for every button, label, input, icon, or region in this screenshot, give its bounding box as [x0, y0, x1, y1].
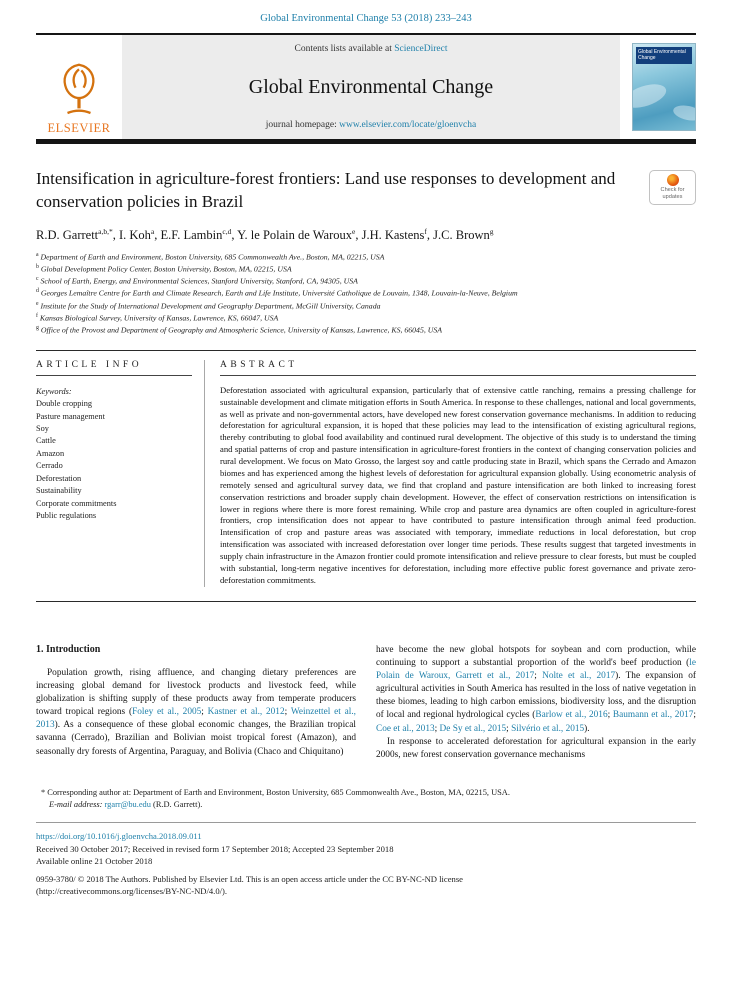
crossmark-icon — [667, 174, 679, 186]
article-info-abstract-section — [36, 350, 696, 602]
journal-cover-box — [620, 35, 696, 139]
citation-link[interactable]: Baumann et al., 2017 — [612, 710, 694, 721]
author-affil-sup: e — [351, 226, 356, 236]
citation-link[interactable]: Foley et al., 2005 — [132, 707, 202, 718]
elsevier-wordmark: ELSEVIER — [47, 121, 111, 135]
keyword: Public regulations — [36, 511, 97, 521]
introduction-section — [36, 644, 696, 763]
affiliation: $^b$ Global Development Policy Center, Boston University, Boston, MA, 02215, USA — [36, 264, 292, 274]
elsevier-logo — [36, 35, 122, 139]
contents-prefix: Contents lists available at — [294, 44, 395, 54]
affiliation: $^a$ Department of Earth and Environment, Boston University, 685 Commonwealth Ave., Boston, MA, 02215, USA — [36, 252, 385, 262]
cover-title: Global Environmental Change — [636, 47, 692, 64]
email-link[interactable]: rgarr@bu.edu — [104, 800, 151, 810]
author-affil-sup: g — [489, 226, 494, 236]
intro-column-right — [376, 644, 696, 763]
publication-info — [36, 830, 696, 897]
article-info-heading: ARTICLE INFO — [36, 360, 192, 376]
license-line: (http://creativecommons.org/licenses/BY-NC-ND/4.0/). — [36, 886, 228, 897]
citation-link[interactable]: Nolte et al., 2017 — [542, 670, 616, 681]
keyword: Cattle — [36, 436, 56, 446]
keyword: Amazon — [36, 448, 65, 458]
journal-cover-thumbnail — [632, 43, 696, 131]
homepage-line — [130, 120, 612, 130]
author-name: J.C. Brown$^g$ — [433, 226, 494, 243]
email-suffix: (R.D. Garrett). — [150, 800, 203, 810]
email-label: E-mail address: — [49, 800, 103, 810]
journal-title: Global Environmental Change — [248, 75, 494, 98]
keyword: Deforestation — [36, 473, 82, 483]
footer-rule — [36, 822, 696, 823]
available-online: Available online 21 October 2018 — [36, 856, 153, 867]
affiliation: $^d$ Georges Lemaître Centre for Earth and Climate Research, Earth and Life Institute, Université Catholique de Louvain, 1348, Louvain-la-Neuve, Belgium — [36, 288, 518, 298]
paragraph: have become the new global hotspots for soybean and corn production, while continuing to support a substantial proportion of the world's beef production (le Polain de Waroux, Garrett et al., 2017; Nolte et al., 2017). The expansion of agricultural activities in South America has resulted in the loss of native vegetation in these biomes, leading to high carbon emissions, biodiversity loss, and the disruption of local and regional hydrological cycles (Barlow et al., 2016; Baumann et al., 2017; Coe et al., 2013; De Sy et al., 2015; Silvério et al., 2015). — [376, 644, 696, 734]
received-dates: Received 30 October 2017; Received in revised form 17 September 2018; Accepted 23 September 2018 — [36, 843, 394, 854]
corresponding-author-note: * Corresponding author at: Department of Earth and Environment, Boston University, 685 Commonwealth Ave., Boston, MA, 02215, USA. — [41, 788, 510, 798]
affiliation-list — [36, 251, 696, 336]
citation-link[interactable]: Silvério et al., 2015 — [511, 723, 585, 734]
homepage-prefix: journal homepage: — [265, 120, 340, 130]
citation-link[interactable]: Coe et al., 2013 — [376, 723, 435, 734]
author-affil-sup: f — [424, 226, 427, 236]
citation-link[interactable]: De Sy et al., 2015 — [439, 723, 507, 734]
contents-line — [130, 44, 612, 54]
abstract-heading: ABSTRACT — [220, 360, 696, 376]
journal-banner — [122, 35, 620, 139]
intro-column-left — [36, 644, 356, 763]
check-for-updates-label: Check for updates — [660, 187, 685, 200]
cover-art-shape — [632, 80, 669, 113]
keyword: Sustainability — [36, 486, 82, 496]
abstract-text: Deforestation associated with agricultural expansion, particularly that of extensive cattle ranching, remains a pressing challenge for sustainable development and climate mitigation efforts in South America. In response to these challenges, national and local governments, as well as private and non-governmental actors, have developed new forest conservation governance mechanisms. In addition to reducing deforestation for agricultural expansion, it is hoped that these policies may lead to the intensification of existing agricultural regions, thereby contributing to global food availability and continued rural development. The objective of this study is to understand the timing and spatial patterns of crop and pasture intensification in agriculture-forest frontiers in the context of changing conservation policies and rural development. We focus on Mato Grosso, the largest soy and cattle producing state in Brazil, which spans the Cerrado and Amazon biomes and has experienced among the highest levels of deforestation for agricultural expansion globally. Using econometric analysis of remotely sensed and agricultural survey data, we find that cropland and pasture intensification are both linked to increasing forest conservation restrictions and broader supply chain development. However, the effect of conservation restrictions on intensification is lower in regions where there is more forest remaining. While crop and pasture area dynamics are often coupled in agriculture-forest frontiers, crop intensification does not appear to have contributed to pasture intensification through animal feed production. Intensification of crop and pasture areas was associated with temporary, immediate reductions in local deforestation, but crop intensification was associated with increased deforestation over longer time periods. These results suggest that targeted investments in supply chain infrastructure in the Amazon frontier could promote intensification and relieve pressure to clear forests, but must be coupled with substantial, long-term negative incentives for deforestation, including more effective public forest governance and private zero-deforestation commitments. — [220, 384, 696, 585]
cover-art-shape — [672, 103, 696, 123]
keyword: Cerrado — [36, 461, 63, 471]
paragraph: Population growth, rising affluence, and changing dietary preferences are increasing global demand for livestock products and livestock feed, while globalization is shifting supply of these products away from temperate producers toward tropical regions (Foley et al., 2005; Kastner et al., 2012; Weinzettel et al., 2013). As a consequence of these global economic changes, the Brazilian tropical savanna (Cerrado), Brazilian and Bolivian moist tropical forest (Amazon), and seasonally dry forests of Argentina, Paraguay, and Bolivia (Chaco and Chiquitano) — [36, 667, 356, 757]
keyword: Double cropping — [36, 399, 92, 409]
affiliation: $^e$ Institute for the Study of International Development and Geography Department, McGill University, Canada — [36, 300, 381, 311]
journal-header — [36, 35, 696, 139]
keyword: Corporate commitments — [36, 498, 117, 508]
affiliation: $^f$ Kansas Biological Survey, University of Kansas, Lawrence, KS, 66047, USA — [36, 312, 279, 323]
keyword: Pasture management — [36, 411, 105, 421]
author-name: E.F. Lambin$^{c,d}$ — [160, 226, 232, 243]
author-name: I. Koh$^a$ — [118, 226, 155, 243]
title-area — [36, 168, 696, 214]
keywords-label: Keywords: — [36, 386, 72, 396]
keyword: Soy — [36, 424, 49, 434]
citation-link[interactable]: le Polain de Waroux, Garrett et al., 2017 — [376, 657, 696, 681]
citation-link[interactable]: Weinzettel et al., 2013 — [36, 707, 356, 731]
copyright-line: 0959-3780/ © 2018 The Authors. Published by Elsevier Ltd. This is an open access article under the CC BY-NC-ND license — [36, 873, 463, 884]
check-for-updates-badge[interactable] — [649, 170, 696, 205]
header-bottom-rule — [36, 139, 696, 144]
citation-link[interactable]: Barlow et al., 2016 — [535, 710, 608, 721]
journal-homepage-link[interactable]: www.elsevier.com/locate/gloenvcha — [339, 120, 477, 130]
journal-citation-link[interactable]: Global Environmental Change 53 (2018) 233–243 — [260, 13, 472, 24]
article-info-column — [36, 360, 204, 587]
article-title: Intensification in agriculture-forest frontiers: Land use responses to development and conservation policies in Brazil — [36, 169, 616, 211]
author-name: R.D. Garrett$^{a,b,*}$ — [36, 226, 113, 243]
elsevier-tree-icon — [56, 60, 102, 120]
email-line — [36, 800, 696, 809]
doi-link[interactable]: https://doi.org/10.1016/j.gloenvcha.2018.09.011 — [36, 831, 202, 842]
keyword-list — [36, 398, 192, 522]
abstract-column — [204, 360, 696, 587]
author-name: Y. le Polain de Waroux$^e$ — [237, 226, 356, 243]
affiliation: $^c$ School of Earth, Energy, and Environmental Sciences, Stanford University, Stanford, CA, 94305, USA — [36, 276, 358, 286]
sciencedirect-link[interactable]: ScienceDirect — [394, 44, 448, 54]
affiliation: $^g$ Office of the Provost and Department of Geography and Atmospheric Science, University of Kansas, Lawrence, KS, 66045, USA — [36, 324, 443, 335]
author-affil-sup: c,d — [222, 226, 232, 236]
author-list: R.D. Garrett$^{a,b,*}$, I. Koh$^a$, E.F. Lambin$^{c,d}$, Y. le Polain de Waroux$^e$, J.H. Kastens$^f$, J.C. Brown$^g$ — [36, 226, 494, 243]
introduction-heading: 1. Introduction — [36, 643, 101, 655]
author-affil-sup: a,b,* — [98, 226, 113, 236]
footnotes — [36, 788, 696, 809]
author-affil-sup: a — [150, 226, 155, 236]
citation-link[interactable]: Kastner et al., 2012 — [207, 707, 285, 718]
paragraph: In response to accelerated deforestation for agricultural expansion in the early 2000s, new forest conservation governance mechanisms — [376, 736, 696, 761]
intro-left-paragraphs — [36, 667, 356, 759]
author-name: J.H. Kastens$^f$ — [361, 226, 427, 243]
